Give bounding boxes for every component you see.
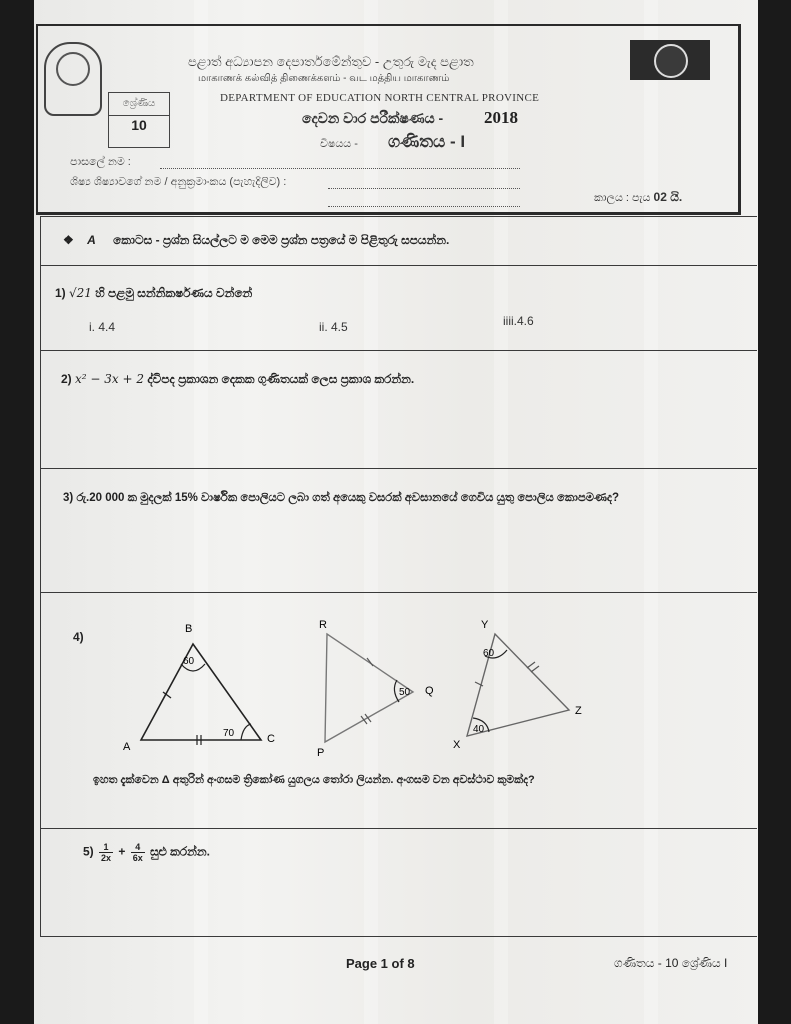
triangle-pqr: [317, 619, 434, 759]
instructions: [63, 233, 449, 248]
angle-q: 50: [399, 687, 411, 698]
subject-label: විෂයය -: [320, 138, 358, 150]
q5-fraction-2: [131, 842, 145, 863]
exam-title: දෙවන වාර පරීක්ෂණය -: [302, 110, 444, 126]
label-q: Q: [425, 685, 434, 697]
header-line-tamil: மாகாணக் கல்வித் திணைக்களம் - வட மத்திய மாகாணம்: [198, 73, 450, 84]
q1-option-3: iiii.4.6: [503, 314, 534, 328]
question-4: [40, 592, 757, 829]
question-2: [40, 350, 757, 469]
q4-number: 4): [73, 630, 84, 644]
q4-text: ඉහත දැක්වෙන Δ අතුරින් අංගසම ත්‍රිකෝණ යුගලය තෝරා ලියන්න. අංගසම වන අවස්ථාව කුමක්ද?: [93, 774, 535, 786]
label-y: Y: [481, 619, 489, 631]
label-x: X: [453, 739, 461, 751]
label-p: P: [317, 747, 325, 759]
q5-frac1-numerator: 1: [99, 842, 113, 853]
q5-frac1-denominator: 2x: [101, 853, 112, 863]
grade-box: [108, 92, 170, 148]
bullet-icon: ❖: [63, 233, 74, 247]
grade-label: ශ්‍රේණිය: [109, 93, 169, 116]
label-a: A: [123, 741, 131, 753]
label-z: Z: [575, 705, 582, 717]
triangle-abc: [123, 623, 275, 753]
label-r: R: [319, 619, 327, 631]
school-name-label: පාසලේ නම :: [70, 156, 131, 168]
q5-plus: +: [118, 844, 126, 859]
time-label: කාලය : පැය: [594, 192, 651, 204]
q3-text: රු.20 000 ක මුදලක් 15% වාර්ෂික පොලියට ලබා ගත් අයෙකු වසරක් අවසානයේ ගෙවිය යුතු පොලිය කොපමණද?: [76, 492, 620, 504]
q5-number: 5): [83, 844, 94, 859]
q5-fraction-1: [99, 842, 113, 863]
header-line-sinhala: පළාත් අධ්‍යාපන දෙපාර්තමේන්තුව - උතුරු මැද පළාත: [188, 54, 474, 69]
exam-header: [36, 24, 741, 215]
angle-c: 70: [223, 728, 235, 739]
angle-y: 60: [483, 648, 495, 659]
exam-year: 2018: [484, 108, 518, 127]
grade-value: 10: [131, 117, 147, 133]
time-value: 02 යි.: [653, 190, 683, 204]
q2-expression: x² − 3x + 2: [75, 372, 144, 386]
school-name-field[interactable]: [160, 168, 520, 169]
question-5: [40, 828, 757, 937]
department-seal-icon: [630, 40, 710, 80]
q1-option-2: ii. 4.5: [319, 320, 348, 334]
instructions-box: [40, 216, 757, 266]
exam-paper: [34, 0, 758, 1024]
subject-name: ගණිතය - I: [388, 132, 466, 151]
page-number: Page 1 of 8: [346, 956, 415, 971]
angle-x: 40: [473, 724, 485, 735]
student-name-field-line2[interactable]: [328, 206, 520, 207]
student-name-label: ශිෂ්‍ය ශිෂ්‍යාවගේ නම / අනුක්‍රමාංකය (පැහැදිලිව) :: [70, 176, 287, 188]
angle-b: 60: [183, 656, 195, 667]
student-name-field[interactable]: [328, 188, 520, 189]
q1-number: 1): [55, 286, 66, 300]
q1-text: හි පළමු සන්නිකර්ෂණය වන්නේ: [95, 286, 253, 300]
time-allowed: [594, 190, 682, 205]
label-c: C: [267, 733, 275, 745]
instructions-text: කොටස - ප්‍රශ්න සියල්ලට ම මෙම ප්‍රශ්න පත්‍රයේ ම පිළිතුරු සපයන්න.: [113, 233, 450, 247]
label-b: B: [185, 623, 193, 635]
q2-text: ද්විපද ප්‍රකාශන දෙකක ගුණිතයක් ලෙස ප්‍රකාශ කරන්න.: [147, 372, 415, 386]
footer-subject-grade: ගණිතය - 10 ශ්‍රේණිය I: [614, 956, 728, 970]
q5-frac2-numerator: 4: [131, 842, 145, 853]
department-name: DEPARTMENT OF EDUCATION NORTH CENTRAL PROVINCE: [220, 92, 540, 104]
question-1: [40, 264, 757, 351]
q1-option-1: i. 4.4: [89, 320, 116, 334]
question-3: [40, 468, 757, 593]
q5-frac2-denominator: 6x: [132, 853, 143, 863]
sri-lanka-emblem-icon: [44, 42, 102, 116]
q5-text: සුළු කරන්න.: [150, 844, 210, 859]
triangle-xyz: [453, 619, 582, 751]
q4-triangles-figure: [111, 612, 711, 762]
q2-number: 2): [61, 372, 72, 386]
q1-expression: √21: [69, 286, 92, 300]
q3-number: 3): [63, 492, 74, 504]
part-label: A: [87, 233, 96, 247]
